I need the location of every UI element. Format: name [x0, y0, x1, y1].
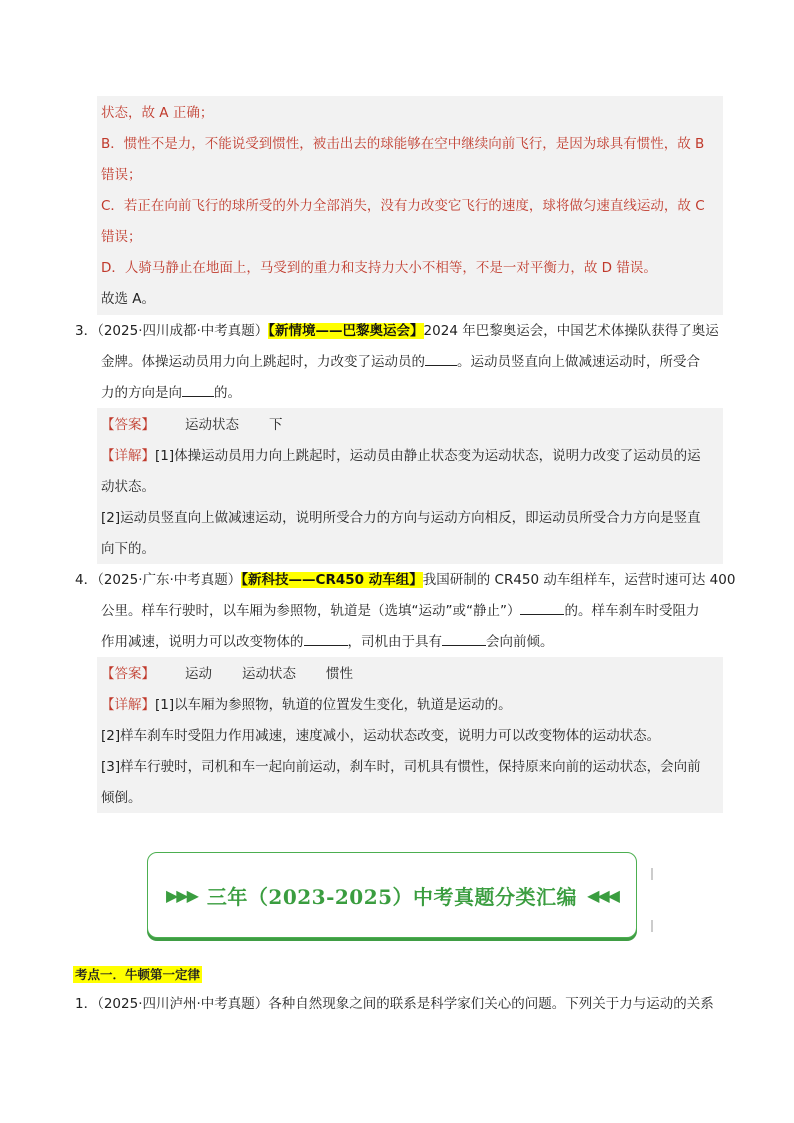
question-source: （2025·广东·中考真题）	[97, 572, 242, 588]
question-text: 会向前倾。	[486, 634, 554, 650]
answer-label: 【答案】	[101, 666, 155, 682]
topic-tag: 【新科技——CR450 动车组】	[241, 572, 423, 588]
question-4-line-3	[101, 633, 554, 651]
question-1-line-1	[75, 995, 714, 1013]
answer-value: 惯性	[326, 666, 353, 682]
question-text: 金牌。体操运动员用力向上跳起时，力改变了运动员的	[101, 354, 425, 370]
banner-title: 三年（2023-2025）中考真题分类汇编	[206, 884, 578, 909]
detail-text: [2]样车刹车时受阻力作用减速，速度减小，运动状态改变，说明力可以改变物体的运动状态。	[101, 728, 661, 744]
question-text: ，司机由于具有	[347, 634, 442, 650]
question-3-line-3	[101, 384, 241, 402]
question-text: 的。样车刹车时受阻力	[564, 603, 700, 619]
q3-answer-row	[101, 416, 283, 434]
q3-detail-row	[101, 447, 701, 465]
answer-blank	[520, 602, 564, 615]
explanation-line: 状态，故 A 正确；	[101, 105, 214, 121]
explanation-line: 错误；	[101, 167, 142, 183]
question-4-line-1	[75, 571, 735, 589]
answer-blank	[425, 353, 457, 366]
right-arrows-icon: ▶▶▶	[166, 885, 197, 905]
question-number: 1．	[75, 996, 98, 1012]
question-source: （2025·四川成都·中考真题）	[97, 323, 269, 339]
q4-detail-row	[101, 696, 512, 714]
answer-value: 运动	[185, 666, 212, 682]
answer-blank	[304, 633, 348, 646]
answer-label: 【答案】	[101, 417, 155, 433]
explanation-line: D．人骑马静止在地面上，马受到的重力和支持力大小不相等，不是一对平衡力，故 D 错误。	[101, 260, 657, 276]
answer-value: 下	[269, 417, 283, 433]
divider-tick	[651, 868, 653, 880]
question-text: 力的方向是向	[101, 385, 182, 401]
topic-tag: 【新情境——巴黎奥运会】	[268, 323, 424, 339]
detail-label: 【详解】	[101, 448, 155, 464]
section-banner	[147, 852, 637, 938]
question-number: 4．	[75, 572, 98, 588]
detail-text: 向下的。	[101, 541, 155, 557]
explanation-line: 错误；	[101, 229, 142, 245]
detail-text: 动状态。	[101, 479, 155, 495]
left-arrows-icon: ◀◀◀	[587, 885, 618, 905]
banner-content	[148, 853, 636, 937]
explanation-line: C．若正在向前飞行的球所受的外力全部消失，没有力改变它飞行的速度，球将做匀速直线运动，故 C	[101, 198, 705, 214]
question-4-line-2	[101, 602, 699, 620]
detail-label: 【详解】	[101, 697, 155, 713]
question-source: （2025·四川泸州·中考真题）	[97, 996, 269, 1012]
question-text: 各种自然现象之间的联系是科学家们关心的问题。下列关于力与运动的关系	[268, 996, 714, 1012]
question-text: 公里。样车行驶时，以车厢为参照物，轨道是（选填“运动”或“静止”）	[101, 603, 521, 619]
question-text: 作用减速，说明力可以改变物体的	[101, 634, 304, 650]
detail-text: [3]样车行驶时，司机和车一起向前运动，刹车时，司机具有惯性，保持原来向前的运动状态，会向前	[101, 759, 701, 775]
topic-heading: 考点一．牛顿第一定律	[75, 967, 201, 982]
question-3-line-2	[101, 353, 700, 371]
question-text: 2024 年巴黎奥运会，中国艺术体操队获得了奥运	[423, 323, 719, 339]
question-number: 3．	[75, 323, 98, 339]
detail-text: 倾倒。	[101, 790, 142, 806]
answer-blank	[182, 384, 214, 397]
question-3-line-1	[75, 322, 719, 340]
answer-value: 运动状态	[185, 417, 239, 433]
question-text: 。运动员竖直向上做减速运动时，所受合	[457, 354, 700, 370]
question-text: 我国研制的 CR450 动车组样车，运营时速可达 400	[422, 572, 736, 588]
answer-value: 运动状态	[242, 666, 296, 682]
explanation-conclusion: 故选 A。	[101, 291, 156, 307]
divider-tick	[651, 920, 653, 932]
q4-answer-row	[101, 665, 353, 683]
detail-text: [2]运动员竖直向上做减速运动，说明所受合力的方向与运动方向相反，即运动员所受合力方向是竖直	[101, 510, 701, 526]
detail-text: [1]以车厢为参照物，轨道的位置发生变化，轨道是运动的。	[155, 697, 512, 713]
answer-blank	[442, 633, 486, 646]
explanation-line: B．惯性不是力，不能说受到惯性，被击出去的球能够在空中继续向前飞行，是因为球具有惯性，故 B	[101, 136, 705, 152]
detail-text: [1]体操运动员用力向上跳起时，运动员由静止状态变为运动状态，说明力改变了运动员的运	[155, 448, 701, 464]
question-text: 的。	[214, 385, 241, 401]
